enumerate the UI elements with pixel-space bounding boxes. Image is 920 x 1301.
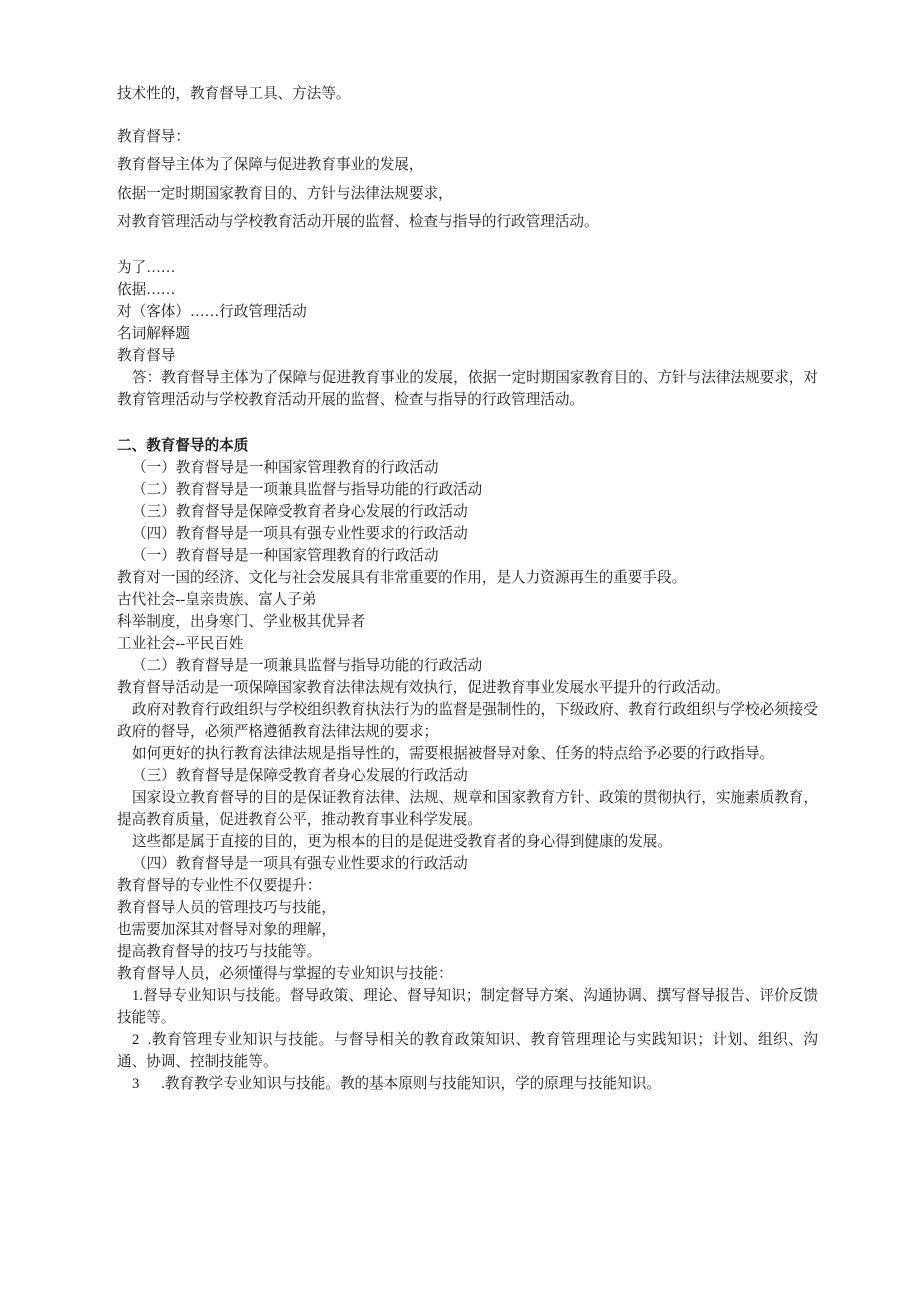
document-body — [117, 80, 818, 1095]
subsection-2-paragraph-3: 如何更好的执行教育法律法规是指导性的，需要根据被督导对象、任务的特点给予必要的行政指导。 — [132, 745, 775, 762]
subsection-3-paragraph-1: 国家设立教育督导的目的是保证教育法律、法规、规章和国家教育方针、政策的贯彻执行，实施素质教育，提高教育质量，促进教育公平，推动教育事业科学发展。 — [117, 789, 818, 828]
definition-line-2: 依据一定时期国家教育目的、方针与法律法规要求， — [117, 185, 453, 202]
subsection-4-paragraph-2: 教育督导人员的管理技巧与技能， — [117, 899, 336, 916]
subsection-3-paragraph-2: 这些都是属于直接的目的，更为根本的目的是促进受教育者的身心得到健康的发展。 — [132, 833, 672, 850]
question-term: 教育督导 — [117, 347, 176, 364]
subsection-2-paragraph-1: 教育督导活动是一项保障国家教育法律法规有效执行，促进教育事业发展水平提升的行政活动。 — [117, 679, 730, 696]
question-type-label: 名词解释题 — [117, 325, 190, 342]
definition-line-3: 对教育管理活动与学校教育活动开展的监督、检查与指导的行政管理活动。 — [117, 214, 599, 231]
outline-item-2: （二）教育督导是一项兼具监督与指导功能的行政活动 — [132, 481, 483, 498]
spacer — [117, 109, 818, 123]
skill-item-2: 2 .教育管理专业知识与技能。与督导相关的教育政策知识、教育管理理论与实践知识；计划、组织、沟通、协调、控制技能等。 — [117, 1031, 818, 1070]
subsection-4-paragraph-1: 教育督导的专业性不仅要提升： — [117, 877, 322, 894]
subsection-1-paragraph-2: 古代社会--皇亲贵族、富人子弟 — [117, 591, 317, 608]
skeleton-line-1: 为了…… — [117, 259, 176, 276]
subsection-2-heading: （二）教育督导是一项兼具监督与指导功能的行政活动 — [132, 657, 483, 674]
skill-item-3: 3 .教育教学专业知识与技能。教的基本原则与技能知识，学的原理与技能知识。 — [132, 1075, 662, 1092]
subsection-3-heading: （三）教育督导是保障受教育者身心发展的行政活动 — [132, 767, 468, 784]
skeleton-line-3: 对（客体）……行政管理活动 — [117, 303, 307, 320]
intro-line: 技术性的，教育督导工具、方法等。 — [117, 86, 351, 102]
subsection-2-paragraph-2: 政府对教育行政组织与学校组织教育执法行为的监督是强制性的，下级政府、教育行政组织与学校必须接受政府的督导，必须严格遵循教育法律法规的要求； — [117, 701, 818, 740]
section-heading: 二、教育督导的本质 — [117, 437, 249, 454]
definition-line-1: 教育督导主体为了保障与促进教育事业的发展， — [117, 157, 424, 174]
subsection-1-paragraph-3: 科举制度，出身寒门、学业极其优异者 — [117, 613, 366, 630]
spacer — [117, 411, 818, 435]
outline-item-3: （三）教育督导是保障受教育者身心发展的行政活动 — [132, 503, 468, 520]
subsection-4-heading: （四）教育督导是一项具有强专业性要求的行政活动 — [132, 855, 468, 872]
skeleton-line-2: 依据…… — [117, 281, 176, 298]
term-label: 教育督导： — [117, 128, 190, 145]
subsection-1-heading: （一）教育督导是一种国家管理教育的行政活动 — [132, 547, 439, 564]
skill-item-1: 1.督导专业知识与技能。督导政策、理论、督导知识；制定督导方案、沟通协调、撰写督导报告、评价反馈技能等。 — [117, 987, 818, 1026]
answer-paragraph: 答：教育督导主体为了保障与促进教育事业的发展，依据一定时期国家教育目的、方针与法律法规要求，对教育管理活动与学校教育活动开展的监督、检查与指导的行政管理活动。 — [117, 369, 818, 408]
subsection-1-paragraph-4: 工业社会--平民百姓 — [117, 635, 244, 652]
outline-item-4: （四）教育督导是一项具有强专业性要求的行政活动 — [132, 525, 468, 542]
outline-item-1: （一）教育督导是一种国家管理教育的行政活动 — [132, 459, 439, 476]
subsection-4-paragraph-3: 也需要加深其对督导对象的理解， — [117, 921, 336, 938]
subsection-4-paragraph-4: 提高教育督导的技巧与技能等。 — [117, 943, 322, 960]
subsection-4-paragraph-5: 教育督导人员，必须懂得与掌握的专业知识与技能： — [117, 965, 453, 982]
spacer — [117, 237, 818, 257]
subsection-1-paragraph-1: 教育对一国的经济、文化与社会发展具有非常重要的作用，是人力资源再生的重要手段。 — [117, 569, 687, 586]
